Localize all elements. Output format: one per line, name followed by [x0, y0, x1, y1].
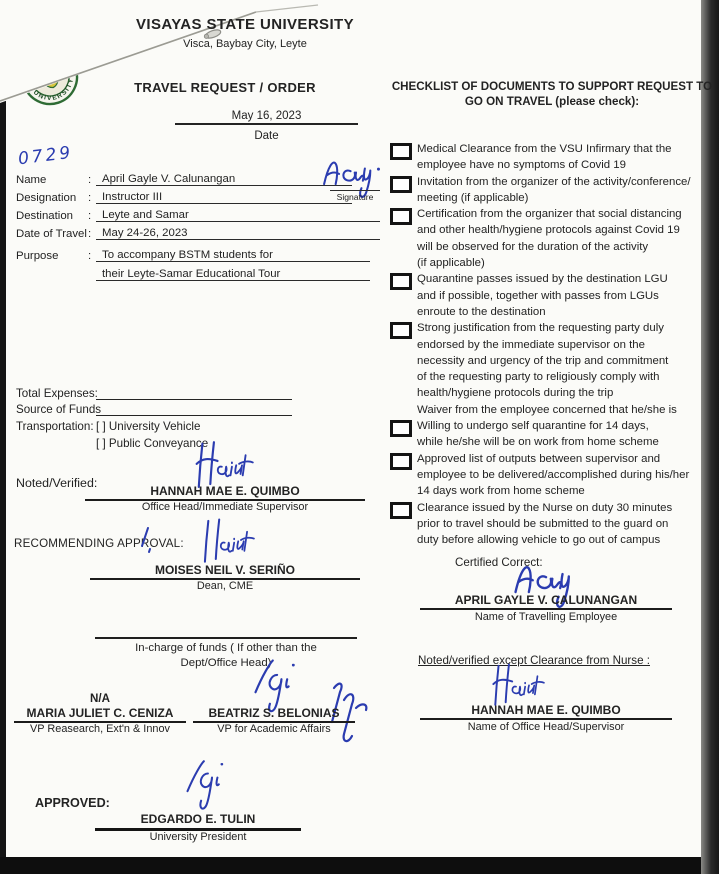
vp-academic-name: BEATRIZ S. BELONIAS	[193, 706, 355, 723]
field-value: Leyte and Samar	[96, 209, 380, 222]
checklist-line: Invitation from the organizer of the activity/conference/	[417, 175, 691, 188]
checklist	[390, 141, 712, 548]
checkbox	[390, 502, 412, 519]
checklist-item	[390, 418, 712, 451]
transport-option-university-vehicle	[96, 420, 200, 433]
checklist-item	[390, 174, 712, 207]
incharge-of-funds-block	[95, 637, 357, 670]
field-row-date-of-travel	[16, 228, 396, 246]
field-value: May 24-26, 2023	[96, 227, 380, 240]
transport-option-label: Public Conveyance	[108, 437, 209, 450]
field-colon: :	[88, 210, 92, 222]
field-colon: :	[88, 250, 92, 262]
checklist-line: employee to be delivered/accomplished during his/her	[417, 468, 690, 481]
ink-stray-mark	[138, 524, 154, 554]
checklist-line: and other health/hygiene protocols against Covid 19	[417, 224, 680, 237]
source-of-funds-line	[96, 403, 292, 416]
checklist-line: duty before allowing vehicle to go out of campus	[417, 534, 661, 547]
checklist-item	[390, 206, 712, 271]
field-value: Instructor III	[96, 191, 352, 204]
signature-ink-tulin	[178, 754, 246, 812]
vp-research-title: VP Reasearch, Ext'n & Innov	[30, 723, 170, 735]
field-row-purpose-line2	[16, 269, 396, 287]
checkbox	[390, 322, 412, 339]
source-of-funds-label: Source of Funds	[16, 403, 102, 416]
control-number-handwritten: 0729	[16, 142, 75, 170]
field-label: Date of Travel	[16, 228, 87, 240]
field-row-destination	[16, 210, 396, 228]
university-name: VISAYAS STATE UNIVERSITY	[136, 16, 354, 33]
checklist-title: CHECKLIST OF DOCUMENTS TO SUPPORT REQUEST TO GO ON TRAVEL (please check):	[391, 80, 713, 108]
field-value: their Leyte-Samar Educational Tour	[96, 268, 370, 281]
university-address: Visca, Baybay City, Leyte	[183, 38, 307, 50]
checklist-line: Medical Clearance from the VSU Infirmary that the	[417, 143, 672, 155]
field-colon: :	[88, 228, 92, 240]
checkbox	[390, 143, 412, 160]
transport-option-label: University Vehicle	[108, 420, 201, 433]
checklist-line: necessity and urgency of the trip and commitment	[417, 354, 669, 367]
checkbox	[390, 273, 412, 290]
checkbox-brackets: [ ]	[96, 420, 106, 433]
checklist-line: prior to travel should be submitted to the guard on	[417, 517, 669, 530]
checklist-line: Willing to undergo self quarantine for 14 days,	[417, 420, 649, 433]
employee-caption: Name of Travelling Employee	[474, 611, 618, 623]
noted-name: HANNAH MAE E. QUIMBO	[85, 484, 365, 501]
checklist-item	[390, 500, 712, 549]
date-value: May 16, 2023	[175, 110, 358, 125]
checklist-line: endorsed by the immediate supervisor on the	[417, 338, 645, 351]
supervisor-name: HANNAH MAE E. QUIMBO	[420, 703, 672, 720]
incharge-line1: In-charge of funds ( If other than the	[135, 642, 317, 654]
recommending-approval-label: RECOMMENDING APPROVAL:	[14, 537, 184, 550]
field-row-purpose	[16, 250, 396, 268]
na-text: N/A	[90, 692, 110, 705]
checklist-line: Clearance issued by the Nurse on duty 30 minutes	[417, 501, 673, 514]
checklist-line: Certification from the organizer that social distancing	[417, 208, 682, 221]
approved-label: APPROVED:	[35, 796, 110, 810]
checklist-line: of the requesting party to religiously comply with	[417, 371, 660, 384]
vp-academic-title: VP for Academic Affairs	[217, 723, 331, 735]
field-value: To accompany BSTM students for	[96, 249, 370, 262]
field-label: Name	[16, 174, 47, 186]
checklist-line: while he/she will be on work from home scheme	[417, 436, 659, 449]
field-label: Destination	[16, 210, 73, 222]
checkbox	[390, 420, 412, 437]
checklist-line: Quarantine passes issued by the destination LGU	[417, 273, 668, 286]
transportation-label: Transportation:	[16, 420, 94, 433]
president-name: EDGARDO E. TULIN	[95, 812, 301, 831]
field-value: April Gayle V. Calunangan	[96, 173, 352, 186]
checklist-line: (if applicable)	[417, 257, 485, 270]
checklist-item	[390, 320, 712, 418]
noted-verified-label: Noted/Verified:	[16, 476, 98, 490]
checklist-line: meeting (if applicable)	[417, 191, 529, 204]
recommending-title: Dean, CME	[196, 580, 254, 592]
checkbox	[390, 208, 412, 225]
vp-research-name: MARIA JULIET C. CENIZA	[14, 706, 186, 723]
field-colon: :	[88, 192, 92, 204]
field-label: Designation	[16, 192, 77, 204]
checkbox-brackets: [ ]	[96, 437, 106, 450]
checklist-line: Strong justification from the requesting party duly	[417, 322, 664, 335]
signature-caption: Signature	[330, 190, 380, 202]
checklist-item	[390, 141, 712, 174]
checkbox	[390, 453, 412, 470]
date-label: Date	[254, 130, 279, 142]
checklist-line: health/hygiene protocols during the trip	[417, 387, 614, 400]
checklist-item	[390, 451, 712, 500]
noted-title: Office Head/Immediate Supervisor	[141, 501, 309, 513]
checklist-line: Approved list of outputs between supervisor and	[417, 452, 661, 465]
form-title: TRAVEL REQUEST / ORDER	[134, 80, 316, 95]
checklist-item	[390, 271, 712, 320]
checklist-line: Waiver from the employee concerned that he/she is	[417, 403, 677, 416]
signature-ink-serino	[192, 516, 260, 568]
checklist-line: employee have no symptoms of Covid 19	[417, 159, 626, 172]
scan-edge-left	[0, 0, 6, 874]
certified-correct-label: Certified Correct:	[455, 556, 543, 569]
total-expenses-line	[96, 387, 292, 400]
employee-name: APRIL GAYLE V. CALUNANGAN	[420, 593, 672, 610]
checklist-line: 14 days work from home scheme	[417, 485, 585, 498]
checkbox	[390, 176, 412, 193]
svg-text:UNIVERSITY: UNIVERSITY	[31, 77, 76, 103]
checklist-line: and if possible, together with passes from LGUs	[417, 289, 659, 302]
scan-edge-bottom	[0, 857, 719, 874]
recommending-name: MOISES NEIL V. SERIÑO	[90, 563, 360, 580]
checklist-line: will be observed for the duration of the activity	[417, 240, 649, 253]
noted-except-label: Noted/verified except Clearance from Nurse :	[418, 654, 650, 667]
supervisor-caption: Name of Office Head/Supervisor	[467, 721, 625, 733]
total-expenses-label: Total Expenses:	[16, 387, 98, 400]
president-title: University President	[149, 831, 247, 843]
checklist-line: enroute to the destination	[417, 305, 546, 318]
field-label: Purpose	[16, 250, 59, 262]
incharge-line2: Dept/Office Head)	[180, 656, 272, 669]
field-colon: :	[88, 174, 92, 186]
